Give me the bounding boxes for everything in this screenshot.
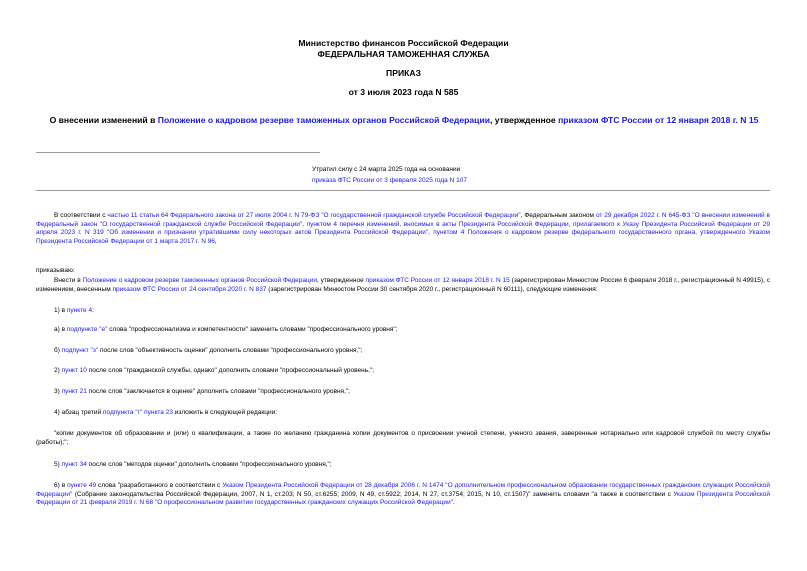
item-4-text: 4) абзац третий: [54, 409, 103, 416]
divider-full: [36, 190, 770, 191]
item-a: [36, 326, 770, 335]
preamble-link-federal-law-645[interactable]: от 29 декабря 2022 г. N 645-ФЗ "О внесении изменений в Федеральный закон "О государственной гражданской службе Российской Федерации", пунктом 4 перечня изменений, вносимых в акты Президента Российской Федерации, прилагаемого к Указу Президента Российской Федерации от 29 апреля 2023 г. N 319 "Об изменении и признании утратившими силу некоторых актов Президента Российской Федерации", пунктом 4 Положения о кадровом резерве федерального государственного органа, утвержденного Указом Президента Российской Федерации от 1 марта 2017 г. N 96: [36, 212, 770, 245]
item-3-text: 3): [54, 388, 62, 395]
title-link-order[interactable]: приказом ФТС России от 12 января 2018 г. N 15: [558, 115, 759, 125]
preamble-link-federal-law-79[interactable]: частью 11 статьи 64 Федерального закона от 27 июля 2004 г. N 79-ФЗ "О государственной гражданской службе Российской Федерации": [107, 212, 521, 219]
item-b-tail: после слов "объективность оценки" дополнить словами "профессионального уровня,";: [98, 347, 363, 354]
preamble-text-2: , Федеральным законом: [520, 212, 596, 219]
item-6-text-2: слова "разработанного в соответствии с: [96, 482, 223, 489]
item-1-link[interactable]: пункте 4: [66, 307, 93, 314]
item-b: [36, 347, 770, 356]
main-text-1: Внести в: [54, 277, 83, 284]
item-1-tail: :: [92, 307, 94, 314]
service-name: ФЕДЕРАЛЬНАЯ ТАМОЖЕННАЯ СЛУЖБА: [317, 49, 490, 59]
item-6-text-3: (Собрание законодательства Российской Федерации, 2007, N 1, ст.203; N 50, ст.6255; 2009, N 49, ст.5922; 2014, N 27, ст.3754; 2015, N 10, ст.1507)" заменить словами "а также в соответствии с: [72, 490, 674, 498]
item-5-tail: после слов "методов оценки" дополнить словами "профессионального уровня,";: [86, 461, 332, 468]
item-1: [36, 307, 770, 316]
item-6-link-decree-68[interactable]: Указом Президента Российской Федерации от 21 февраля 2019 г. N 68 "О профессиональном развитии государственных гражданских служащих Российской Федерации": [36, 490, 770, 507]
main-text-2: , утвержденное: [317, 277, 366, 284]
document-title: [36, 115, 772, 126]
preamble-text-3: ,: [214, 237, 217, 245]
item-3-link[interactable]: пункт 21: [61, 388, 87, 395]
status-note-text: Утратил силу с 24 марта 2025 года на основании: [312, 166, 461, 173]
item-1-text: 1) в: [54, 307, 67, 314]
main-text-3: (зарегистрирован Минюстом России 6 февраля 2018 г., регистрационный N 49915), с изменением, внесенным: [36, 277, 770, 293]
item-4: [36, 409, 770, 418]
item-2-text: 2): [54, 367, 62, 374]
item-b-text: б): [54, 347, 62, 354]
main-link-order-837[interactable]: приказом ФТС России от 24 сентября 2020 г. N 837: [112, 285, 267, 293]
preamble-paragraph: [36, 212, 770, 246]
preamble-text-1: В соответствии с: [54, 212, 108, 219]
ministry-name: Министерство финансов Российской Федерации: [298, 38, 509, 48]
main-text-4: (зарегистрирован Минюстом России 30 сентября 2020 г., регистрационный N 60111), следующие изменения:: [266, 285, 598, 293]
item-6-link-1[interactable]: пункте 49: [67, 482, 97, 489]
quoted-text: "копии документов об образовании и (или) о квалификации, а также по желанию гражданина копии документов о присвоении ученой степени, ученого звания, заверенные нотариально или кадровой службой по месту службы (работы);";: [36, 430, 770, 446]
main-paragraph: [36, 277, 770, 294]
item-a-text: а) в: [54, 326, 67, 333]
document-date-number: от 3 июля 2023 года N 585: [348, 87, 459, 97]
item-6: [36, 482, 770, 508]
main-link-regulation[interactable]: Положение о кадровом резерве таможенных органов Российской Федерации: [82, 277, 318, 284]
divider-short: [36, 152, 320, 153]
item-4-tail: изложить в следующей редакции:: [172, 409, 278, 416]
item-6-link-decree-1474[interactable]: Указом Президента Российской Федерации от 28 декабря 2006 г. N 1474 "О дополнительном профессиональном образовании государственных гражданских служащих Российской Федерации": [36, 482, 770, 498]
item-3: [36, 388, 770, 397]
orders-label: приказываю:: [36, 267, 75, 274]
item-6-text-1: 6) в: [54, 482, 68, 489]
item-a-link[interactable]: подпункте "е": [66, 326, 108, 333]
title-prefix: О внесении изменений в: [49, 115, 158, 125]
item-2-link[interactable]: пункт 10: [61, 367, 87, 374]
title-link-regulation[interactable]: Положение о кадровом резерве таможенных органов Российской Федерации: [157, 115, 491, 125]
item-6-text-4: .: [453, 499, 455, 507]
item-4-link[interactable]: подпункта "г" пункта 23: [102, 409, 173, 416]
item-2: [36, 367, 770, 376]
item-5-link[interactable]: пункт 34: [61, 461, 87, 468]
main-link-order-15[interactable]: приказом ФТС России от 12 января 2018 г. N 15: [365, 277, 510, 284]
item-5: [36, 461, 770, 470]
item-3-tail: после слов "заключается в оценке" дополнить словами "профессионального уровня,";: [86, 388, 350, 395]
title-middle: , утвержденное: [490, 115, 559, 125]
document-type: ПРИКАЗ: [386, 68, 421, 78]
item-a-tail: слова "профессионализма и компетентности" заменить словами "профессионального уровня";: [107, 326, 398, 333]
item-b-link[interactable]: подпункт "з": [61, 347, 99, 354]
item-2-tail: после слов "гражданской службы, однако" дополнить словами "профессиональный уровень,";: [86, 367, 375, 374]
status-note-link[interactable]: приказа ФТС России от 3 февраля 2025 года N 107: [312, 177, 467, 184]
item-5-text: 5): [54, 461, 62, 468]
